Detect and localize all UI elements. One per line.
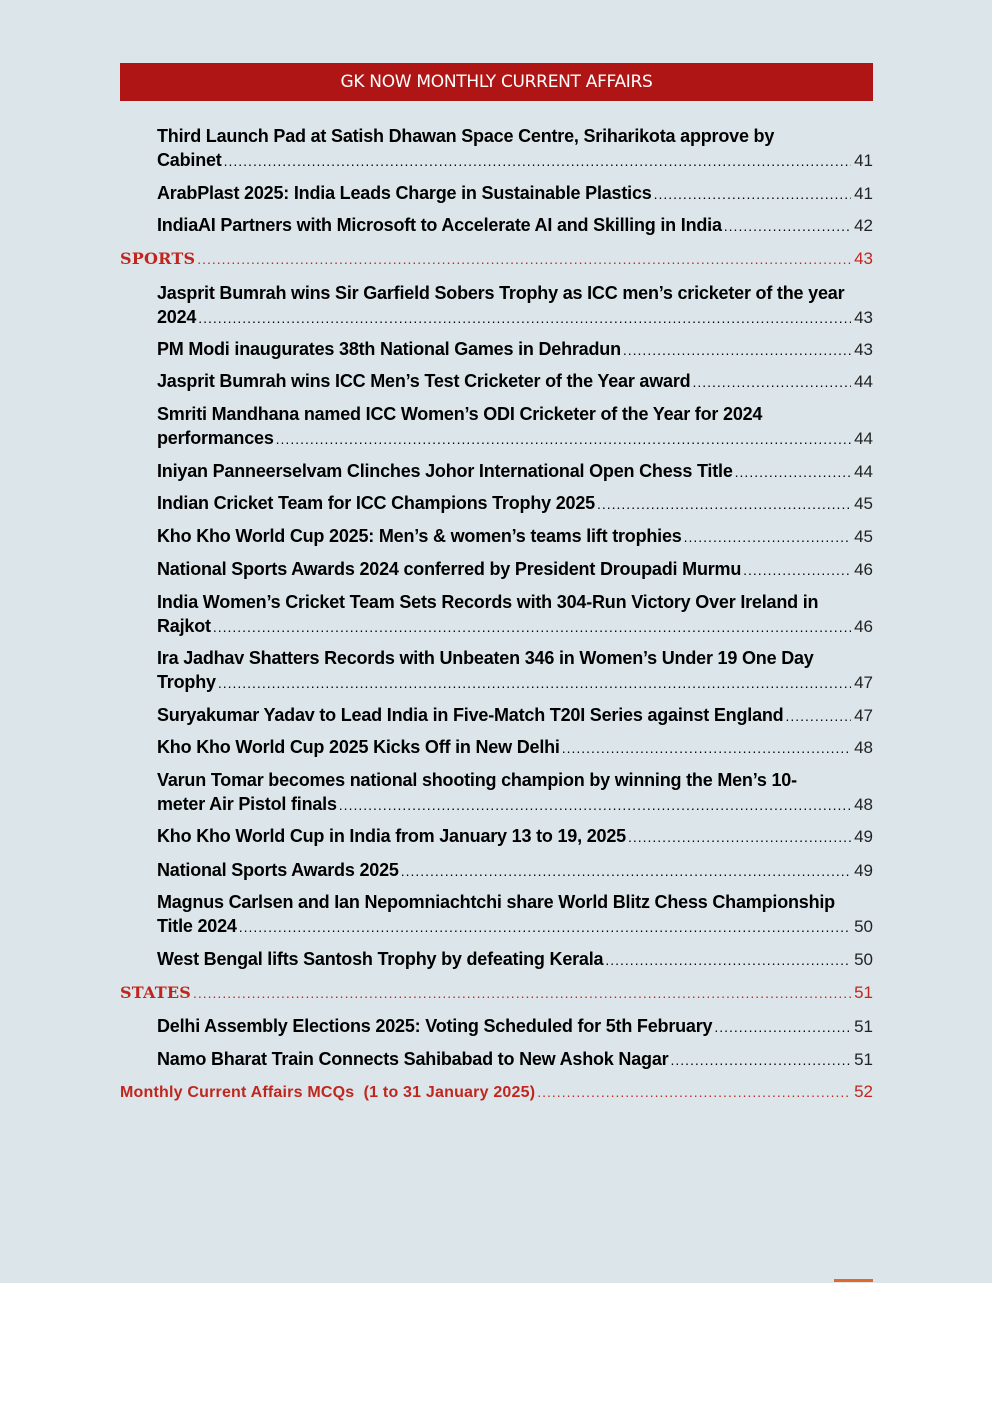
toc-page-number: 45	[854, 527, 873, 546]
toc-entry[interactable]	[157, 402, 873, 450]
leader-dots	[198, 306, 851, 330]
toc-entry[interactable]	[157, 337, 873, 361]
toc-page-number: 51	[854, 1017, 873, 1036]
leader-dots	[213, 615, 851, 639]
header-title: GK NOW MONTHLY CURRENT AFFAIRS	[340, 72, 653, 92]
toc-entry-title: Indian Cricket Team for ICC Champions Trophy 2025	[157, 493, 595, 513]
toc-page-number: 48	[854, 795, 873, 814]
leader-dots	[785, 704, 851, 728]
toc-entry-title-cont: Cabinet	[157, 150, 222, 170]
toc-page-number: 48	[854, 738, 873, 757]
toc-page-number: 47	[854, 673, 873, 692]
toc-section-states[interactable]	[120, 981, 873, 1005]
toc-page-number: 49	[854, 827, 873, 846]
toc-entry[interactable]	[157, 369, 873, 393]
leader-dots	[218, 671, 851, 695]
leader-dots	[562, 736, 851, 760]
leader-dots	[628, 825, 851, 849]
toc-section-mcqs[interactable]	[120, 1080, 873, 1104]
toc-entry[interactable]	[157, 491, 873, 515]
toc-entry[interactable]	[157, 124, 873, 172]
toc-entry[interactable]	[157, 590, 873, 638]
toc-entry-title: Third Launch Pad at Satish Dhawan Space Centre, Sriharikota approve by	[157, 126, 775, 146]
toc-entry[interactable]	[157, 459, 873, 483]
section-title: STATES	[120, 983, 191, 1002]
toc-page-number: 43	[854, 308, 873, 327]
toc-entry-title: Kho Kho World Cup in India from January 13 to 19, 2025	[157, 826, 626, 846]
toc-page-number: 42	[854, 216, 873, 235]
toc-page-number: 51	[854, 1050, 873, 1069]
toc-entry-title-cont: Title 2024	[157, 916, 237, 936]
toc-entry[interactable]	[157, 281, 873, 329]
leader-dots	[197, 247, 851, 271]
toc-page-number: 41	[854, 151, 873, 170]
toc-page-number: 43	[854, 249, 873, 268]
leader-dots	[724, 214, 851, 238]
toc-entry-title: IndiaAI Partners with Microsoft to Accelerate AI and Skilling in India	[157, 215, 722, 235]
toc-section-sports[interactable]	[120, 247, 873, 271]
toc-entry-title: Jasprit Bumrah wins ICC Men’s Test Cricketer of the Year award	[157, 371, 691, 391]
section-title: Monthly Current Affairs MCQs (1 to 31 January 2025)	[120, 1084, 536, 1101]
leader-dots	[743, 558, 851, 582]
toc-entry-title: Varun Tomar becomes national shooting champion by winning the Men’s 10-	[157, 770, 797, 790]
leader-dots	[670, 1048, 851, 1072]
toc-page-number: 43	[854, 340, 873, 359]
leader-dots	[339, 793, 851, 817]
leader-dots	[224, 149, 851, 173]
leader-dots	[623, 338, 851, 362]
toc-entry[interactable]	[157, 557, 873, 581]
toc-entry[interactable]	[157, 213, 873, 237]
leader-dots	[276, 427, 851, 451]
leader-dots	[714, 1015, 851, 1039]
toc-entry-title: Magnus Carlsen and Ian Nepomniachtchi share World Blitz Chess Championship	[157, 892, 835, 912]
toc-page-number: 44	[854, 372, 873, 391]
toc-entry-title: Delhi Assembly Elections 2025: Voting Scheduled for 5th February	[157, 1016, 713, 1036]
toc-entry-title-cont: performances	[157, 428, 274, 448]
leader-dots	[401, 859, 851, 883]
toc-page-number: 51	[854, 983, 873, 1002]
toc-entry-title: National Sports Awards 2025	[157, 860, 399, 880]
toc-entry[interactable]	[157, 735, 873, 759]
toc-entry[interactable]	[157, 824, 873, 848]
toc-entry[interactable]	[157, 890, 873, 938]
toc-entry-title-cont: Trophy	[157, 672, 216, 692]
leader-dots	[537, 1080, 851, 1104]
leader-dots	[239, 915, 851, 939]
toc-entry[interactable]	[157, 858, 873, 882]
toc-page-number: 50	[854, 917, 873, 936]
toc-entry[interactable]	[157, 1047, 873, 1071]
toc-entry[interactable]	[157, 1014, 873, 1038]
toc-entry-title: Kho Kho World Cup 2025: Men’s & women’s teams lift trophies	[157, 526, 682, 546]
leader-dots	[735, 460, 851, 484]
toc-entry-title: West Bengal lifts Santosh Trophy by defeating Kerala	[157, 949, 604, 969]
toc-entry[interactable]	[157, 947, 873, 971]
toc-entry-title: Iniyan Panneerselvam Clinches Johor International Open Chess Title	[157, 461, 733, 481]
toc-page-number: 47	[854, 706, 873, 725]
toc-entry[interactable]	[157, 524, 873, 548]
toc-entry-title-cont: 2024	[157, 307, 197, 327]
toc-page-number: 49	[854, 861, 873, 880]
toc-entry-title: Kho Kho World Cup 2025 Kicks Off in New Delhi	[157, 737, 560, 757]
toc-page-number: 46	[854, 617, 873, 636]
toc-page-number: 50	[854, 950, 873, 969]
leader-dots	[684, 525, 851, 549]
footer-accent-line	[834, 1279, 873, 1282]
section-title: SPORTS	[120, 249, 196, 268]
toc-page-number: 45	[854, 494, 873, 513]
toc-page-number: 52	[854, 1082, 873, 1101]
toc-page-number: 46	[854, 560, 873, 579]
toc-page-number: 41	[854, 184, 873, 203]
leader-dots	[692, 370, 851, 394]
leader-dots	[193, 981, 851, 1005]
toc-entry-title-cont: meter Air Pistol finals	[157, 794, 337, 814]
toc-entry-title: ArabPlast 2025: India Leads Charge in Sustainable Plastics	[157, 183, 652, 203]
toc-entry[interactable]	[157, 703, 873, 727]
toc-entry-title-cont: Rajkot	[157, 616, 211, 636]
toc-entry-title: Jasprit Bumrah wins Sir Garfield Sobers Trophy as ICC men’s cricketer of the year	[157, 283, 845, 303]
toc-entry-title: India Women’s Cricket Team Sets Records with 304-Run Victory Over Ireland in	[157, 592, 819, 612]
toc-entry-title: Ira Jadhav Shatters Records with Unbeaten 346 in Women’s Under 19 One Day	[157, 648, 814, 668]
leader-dots	[605, 948, 851, 972]
header-banner	[120, 63, 873, 101]
leader-dots	[597, 492, 851, 516]
toc-entry-title: National Sports Awards 2024 conferred by President Droupadi Murmu	[157, 559, 742, 579]
toc-page-number: 44	[854, 429, 873, 448]
toc-entry[interactable]	[157, 646, 873, 694]
toc-entry-title: Namo Bharat Train Connects Sahibabad to New Ashok Nagar	[157, 1049, 669, 1069]
toc-entry-title: Suryakumar Yadav to Lead India in Five-Match T20I Series against England	[157, 705, 784, 725]
leader-dots	[654, 182, 851, 206]
toc-entry-title: PM Modi inaugurates 38th National Games in Dehradun	[157, 339, 621, 359]
toc-entry[interactable]	[157, 768, 873, 816]
toc-entry-title: Smriti Mandhana named ICC Women’s ODI Cricketer of the Year for 2024	[157, 404, 763, 424]
toc-entry[interactable]	[157, 181, 873, 205]
toc-page-number: 44	[854, 462, 873, 481]
